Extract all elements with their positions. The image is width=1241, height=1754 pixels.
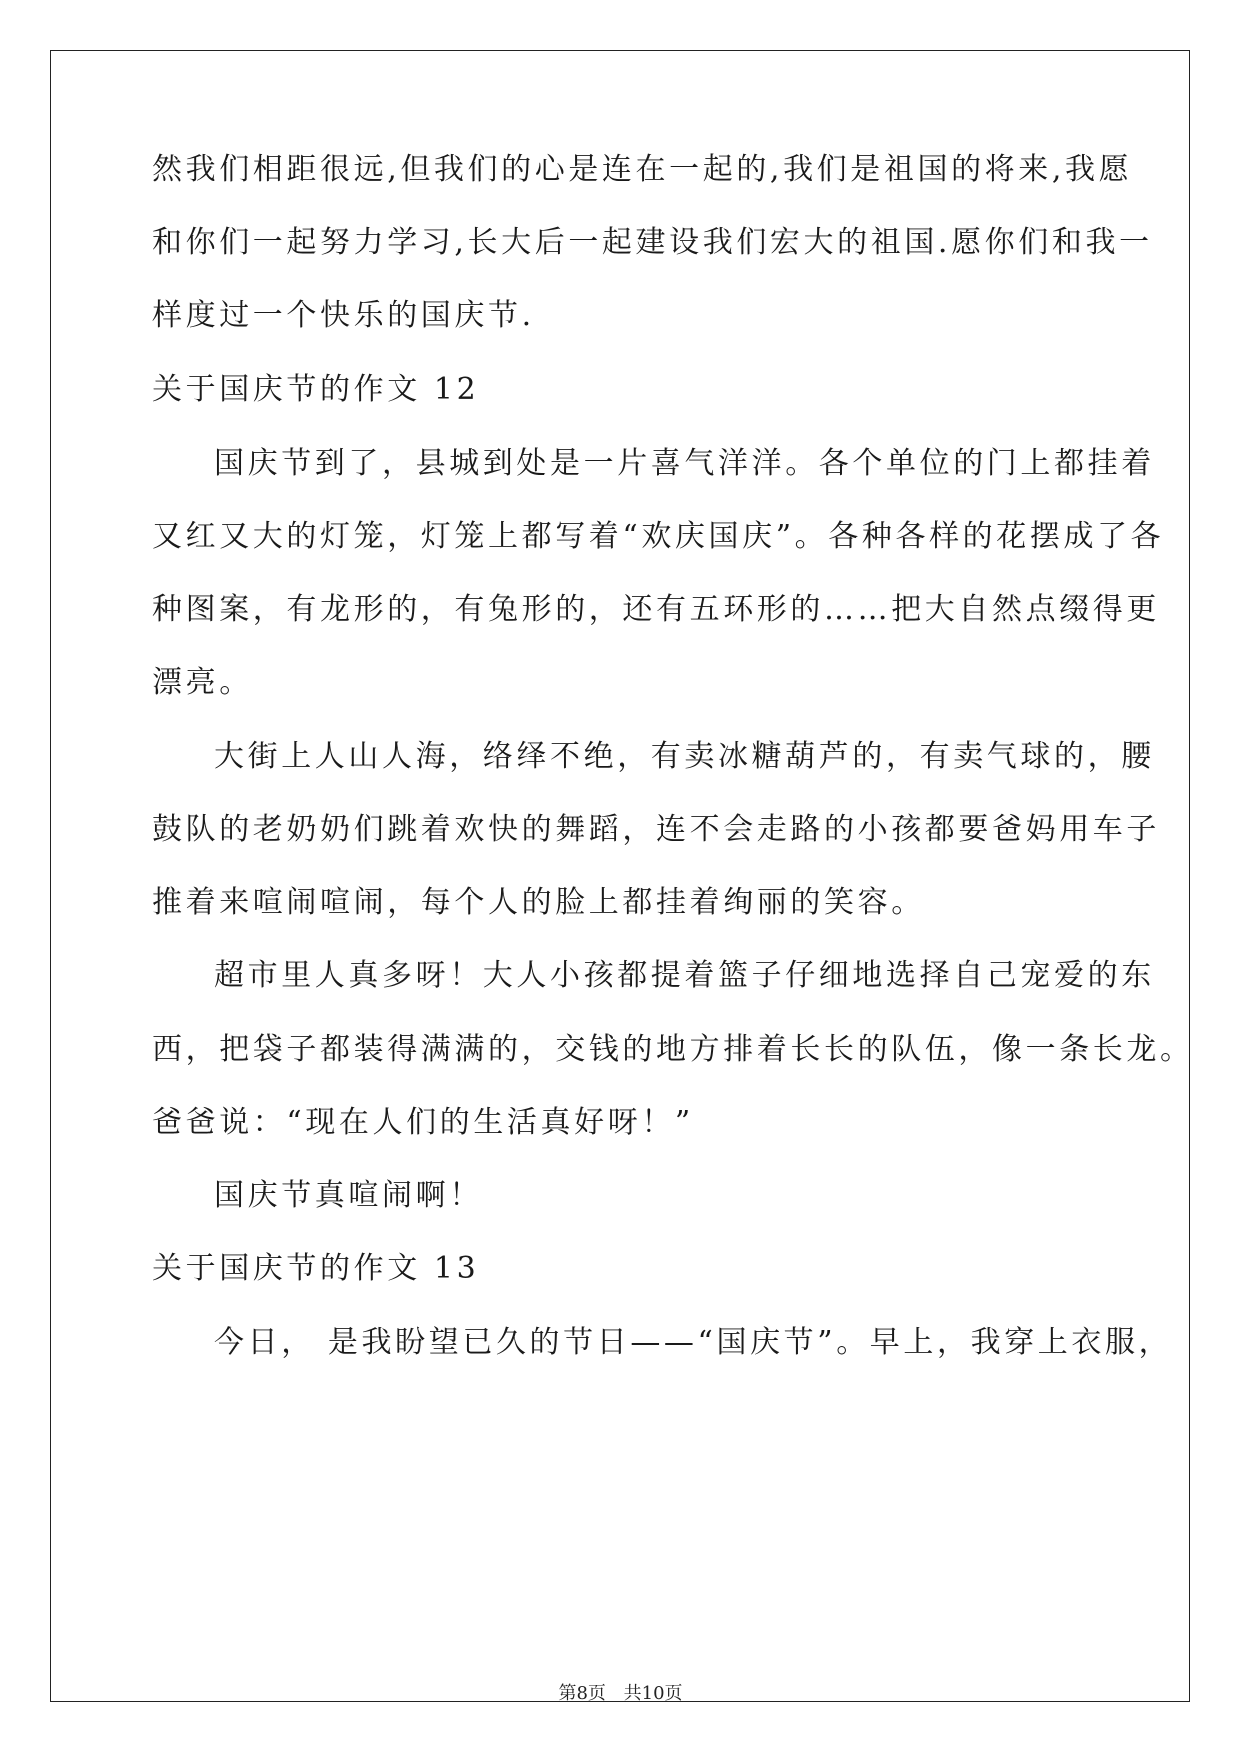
paragraph-first-line: 大街上人山人海，络绎不绝，有卖冰糖葫芦的，有卖气球的，腰: [214, 739, 1155, 774]
page-number: 第8页: [558, 1683, 606, 1704]
paragraph-first-line: 国庆节真喧闹啊！: [214, 1178, 483, 1213]
section-heading: 关于国庆节的作文 13: [152, 1251, 480, 1286]
body-text-line: 然我们相距很远,但我们的心是连在一起的,我们是祖国的将来,我愿: [152, 152, 1133, 187]
page-footer: [0, 1682, 1241, 1706]
section-heading: 关于国庆节的作文 12: [152, 372, 480, 407]
paragraph-first-line: 今日， 是我盼望已久的节日——“国庆节”。早上，我穿上衣服，: [214, 1325, 1173, 1360]
body-text-line: 又红又大的灯笼，灯笼上都写着“欢庆国庆”。各种各样的花摆成了各: [152, 519, 1165, 554]
body-text-line: 爸爸说：“现在人们的生活真好呀！”: [152, 1105, 694, 1140]
body-text-line: 和你们一起努力学习,长大后一起建设我们宏大的祖国.愿你们和我一: [152, 225, 1153, 260]
body-text-line: 漂亮。: [152, 665, 253, 700]
body-text-line: 推着来喧闹喧闹，每个人的脸上都挂着绚丽的笑容。: [152, 885, 925, 920]
body-text-line: 种图案，有龙形的，有兔形的，还有五环形的……把大自然点缀得更: [152, 592, 1160, 627]
body-text-line: 鼓队的老奶奶们跳着欢快的舞蹈，连不会走路的小孩都要爸妈用车子: [152, 812, 1160, 847]
page-total: 共10页: [623, 1683, 683, 1704]
body-text-line: 样度过一个快乐的国庆节.: [152, 298, 535, 333]
paragraph-first-line: 国庆节到了，县城到处是一片喜气洋洋。各个单位的门上都挂着: [214, 446, 1155, 481]
body-text-line: 西，把袋子都装得满满的，交钱的地方排着长长的队伍，像一条长龙。: [152, 1032, 1194, 1067]
paragraph-first-line: 超市里人真多呀！大人小孩都提着篮子仔细地选择自己宠爱的东: [214, 958, 1155, 993]
